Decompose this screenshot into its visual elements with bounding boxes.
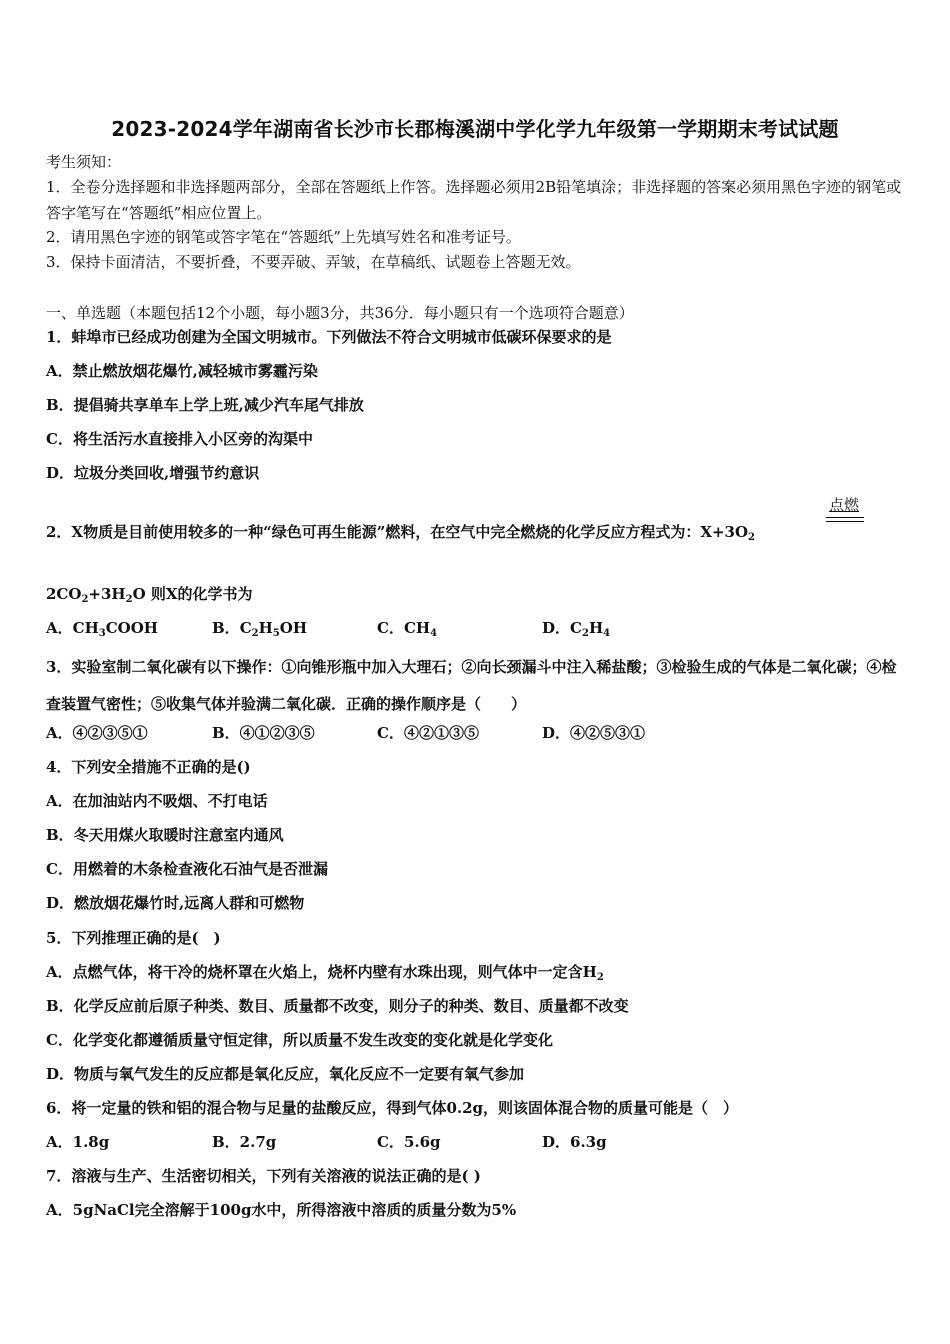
question-3-option-d: D．④②⑤③① xyxy=(542,724,646,742)
question-1-option-b: B．提倡骑共享单车上学上班,减少汽车尾气排放 xyxy=(46,396,364,414)
question-6-option-d: D．6.3g xyxy=(542,1133,607,1151)
question-5-option-d: D．物质与氧气发生的反应都是氧化反应，氧化反应不一定要有氧气参加 xyxy=(46,1065,525,1083)
question-7-option-a: A．5gNaCl完全溶解于100g水中，所得溶液中溶质的质量分数为5% xyxy=(46,1201,517,1219)
question-5-stem: 5．下列推理正确的是( ) xyxy=(46,929,221,947)
condition-label: 点燃 xyxy=(828,496,859,514)
question-5-option-c: C．化学变化都遵循质量守恒定律，所以质量不发生改变的变化就是化学变化 xyxy=(46,1031,553,1049)
section-heading: 一、单选题（本题包括12个小题，每小题3分，共36分．每小题只有一个选项符合题意） xyxy=(46,304,634,322)
notice-item-2: 2．请用黑色字迹的钢笔或答字笔在“答题纸”上先填写姓名和准考证号。 xyxy=(46,228,521,246)
question-6-stem: 6．将一定量的铁和铝的混合物与足量的盐酸反应，得到气体0.2g，则该固体混合物的质量可能是（ ） xyxy=(46,1099,739,1117)
question-3-stem: 3．实验室制二氧化碳有以下操作：①向锥形瓶中加入大理石；②向长颈漏斗中注入稀盐酸；③检验生成的气体是二氧化碳；④检查装置气密性；⑤收集气体并验满二氧化碳．正确的操作顺序是（ ） xyxy=(46,658,897,713)
notice-item-1: 1．全卷分选择题和非选择题两部分，全部在答题纸上作答。选择题必须用2B铅笔填涂；非选择题的答案必须用黑色字迹的钢笔或答字笔写在“答题纸”相应位置上。 xyxy=(46,178,902,222)
question-5-option-b: B．化学反应前后原子种类、数目、质量都不改变，则分子的种类、数目、质量都不改变 xyxy=(46,997,629,1015)
question-4-option-c: C．用燃着的木条检查液化石油气是否泄漏 xyxy=(46,860,328,878)
question-2-equation-products: $2CO_2+3H_2O$ 则X的化学书为 xyxy=(46,585,253,605)
question-3-option-b: B．④①②③⑤ xyxy=(212,724,315,742)
question-2-option-c: C．$CH_4$ xyxy=(377,619,438,639)
notice-heading: 考生须知： xyxy=(46,153,122,171)
question-2-option-d: D．$C_2H_4$ xyxy=(542,619,611,639)
question-2-option-a: A．$CH_3COOH$ xyxy=(46,619,158,639)
question-6-option-a: A．1.8g xyxy=(46,1133,110,1151)
question-2-stem: 2．X物质是目前使用较多的一种“绿色可再生能源”燃料，在空气中完全燃烧的化学反应方程式为：$X+3O_2$ xyxy=(46,523,756,543)
question-1-option-d: D．垃圾分类回收,增强节约意识 xyxy=(46,464,260,482)
question-3-option-c: C．④②①③⑤ xyxy=(377,724,479,742)
question-5-option-a: A．点燃气体，将干冷的烧杯罩在火焰上，烧杯内壁有水珠出现，则气体中一定含$H_2$ xyxy=(46,963,604,983)
question-7-stem: 7．溶液与生产、生活密切相关，下列有关溶液的说法正确的是( ) xyxy=(46,1167,481,1185)
question-6-option-b: B．2.7g xyxy=(212,1133,277,1151)
question-4-option-a: A．在加油站内不吸烟、不打电话 xyxy=(46,792,268,810)
equals-sign-icon xyxy=(826,517,864,522)
reaction-condition xyxy=(826,496,862,522)
question-4-option-d: D．燃放烟花爆竹时,远离人群和可燃物 xyxy=(46,894,305,912)
question-3-option-a: A．④②③⑤① xyxy=(46,724,148,742)
question-2-option-b: B．$C_2H_5OH$ xyxy=(212,619,308,639)
question-4-stem: 4．下列安全措施不正确的是() xyxy=(46,758,251,776)
question-1-stem: 1．蚌埠市已经成功创建为全国文明城市。下列做法不符合文明城市低碳环保要求的是 xyxy=(46,328,612,346)
page-title: 2023-2024学年湖南省长沙市长郡梅溪湖中学化学九年级第一学期期末考试试题 xyxy=(111,117,839,141)
question-1-option-c: C．将生活污水直接排入小区旁的沟渠中 xyxy=(46,430,313,448)
question-1-option-a: A．禁止燃放烟花爆竹,减轻城市雾霾污染 xyxy=(46,362,318,380)
question-6-option-c: C．5.6g xyxy=(377,1133,441,1151)
notice-item-3: 3．保持卡面清洁，不要折叠，不要弄破、弄皱，在草稿纸、试题卷上答题无效。 xyxy=(46,253,581,271)
question-4-option-b: B．冬天用煤火取暖时注意室内通风 xyxy=(46,826,284,844)
